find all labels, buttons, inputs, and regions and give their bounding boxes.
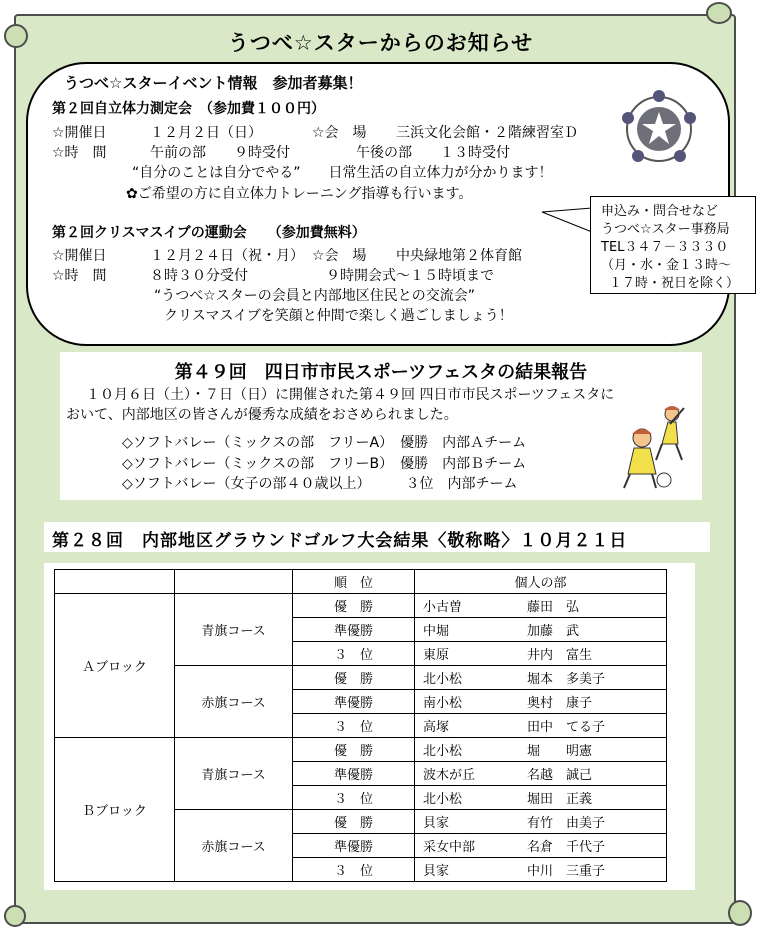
header-course-cell <box>175 570 293 594</box>
golf-results-table <box>54 569 667 882</box>
scroll-curl-bottom-left <box>4 905 26 927</box>
person-name: 藤田 弘 <box>527 600 580 615</box>
event1-time-label: ☆時 間 <box>52 145 107 161</box>
rank-cell: ３ 位 <box>293 714 415 738</box>
event2-time-label: ☆時 間 <box>52 268 107 284</box>
person-name: 井内 富生 <box>527 648 593 663</box>
page-title: うつべ☆スターからのお知らせ <box>227 31 534 55</box>
rank-cell: 準優勝 <box>293 690 415 714</box>
festa-result-3: ◇ソフトバレー（女子の部４０歳以上） ３位 内部チーム <box>122 476 518 492</box>
event1-note: ✿ご希望の方に自立体力トレーニング指導も行います。 <box>126 186 473 202</box>
team-name: 波木が丘 <box>423 768 476 783</box>
course-name-cell: 赤旗コース <box>175 810 293 882</box>
festa-body-1: １０月６日（土）・７日（日）に開催された第４９回 四日市市民スポーツフェスタに <box>86 387 615 403</box>
team-name: 高塚 <box>423 720 450 735</box>
person-cell <box>415 666 667 690</box>
contact-callout <box>590 196 756 294</box>
header-person: 個人の部 <box>415 570 667 594</box>
festa-body-2: おいて、内部地区の皆さんが優秀な成績をおさめられました。 <box>66 407 458 423</box>
event1-quote: “自分のことは自分でやる” 日常生活の自立体力が分かります！ <box>132 165 553 181</box>
person-name: 名倉 千代子 <box>527 840 606 855</box>
team-name: 東原 <box>423 648 450 663</box>
event1-venue: 三浜文化会館・２階練習室Ｄ <box>396 125 578 141</box>
scroll-curl-bottom-right <box>728 900 752 926</box>
team-name: 貝家 <box>423 816 450 831</box>
golf-heading-box <box>44 522 710 552</box>
block-name-cell: Ｂブロック <box>55 738 175 882</box>
rank-cell: 優 勝 <box>293 810 415 834</box>
course-name-cell: 青旗コース <box>175 738 293 810</box>
event2-time1: ８時３０分受付 <box>150 268 248 284</box>
event1-venue-label: ☆会 場 <box>312 125 367 141</box>
rank-cell: 準優勝 <box>293 618 415 642</box>
person-cell <box>415 738 667 762</box>
festa-result-2: ◇ソフトバレー（ミックスの部 フリーB） 優勝 内部Ｂチーム <box>122 456 527 472</box>
scroll-curl-top-right <box>706 2 732 24</box>
contact-line-1: 申込み・問合せなど <box>601 204 719 219</box>
person-cell <box>415 642 667 666</box>
person-cell <box>415 594 667 618</box>
team-name: 小古曽 <box>423 600 463 615</box>
contact-line-2: うつべ☆スター事務局 <box>601 222 730 237</box>
rank-cell: 優 勝 <box>293 738 415 762</box>
rank-cell: ３ 位 <box>293 642 415 666</box>
event1-time-pm: 午後の部 １３時受付 <box>356 145 510 161</box>
person-name: 中川 三重子 <box>527 864 606 879</box>
person-cell <box>415 786 667 810</box>
person-cell <box>415 714 667 738</box>
event1-date: １２月２日（日） <box>150 125 262 141</box>
festa-panel <box>60 352 702 500</box>
event2-date-label: ☆開催日 <box>52 248 107 264</box>
header-rank: 順 位 <box>293 570 415 594</box>
festa-heading: 第４９回 四日市市民スポーツフェスタの結果報告 <box>174 362 588 383</box>
header-block-cell <box>55 570 175 594</box>
contact-line-4: （月・水・金１３時～ <box>601 258 732 273</box>
person-cell <box>415 834 667 858</box>
person-name: 田中 てる子 <box>527 720 606 735</box>
rank-cell: ３ 位 <box>293 858 415 882</box>
event1-date-label: ☆開催日 <box>52 125 107 141</box>
course-name-cell: 青旗コース <box>175 594 293 666</box>
rank-cell: 優 勝 <box>293 666 415 690</box>
course-name-cell: 赤旗コース <box>175 666 293 738</box>
golf-results-panel <box>44 563 695 890</box>
rank-cell: 優 勝 <box>293 594 415 618</box>
person-name: 有竹 由美子 <box>527 816 606 831</box>
festa-result-1: ◇ソフトバレー（ミックスの部 フリーA） 優勝 内部Ａチーム <box>122 435 527 451</box>
person-name: 堀田 正義 <box>527 792 593 807</box>
event1-time-am: 午前の部 ９時受付 <box>150 145 290 161</box>
person-name: 名越 誠己 <box>527 768 593 783</box>
callout-tail <box>540 206 594 236</box>
event-heading: うつべ☆スターイベント情報 参加者募集！ <box>64 74 363 92</box>
table-row <box>55 738 667 762</box>
club-logo-icon <box>618 88 700 170</box>
table-header-row <box>55 570 667 594</box>
rank-cell: 準優勝 <box>293 762 415 786</box>
contact-line-3: TEL３４７－３３３０ <box>601 240 729 255</box>
event2-venue: 中央緑地第２体育館 <box>396 248 522 264</box>
team-name: 北小松 <box>423 744 463 759</box>
rank-cell: 準優勝 <box>293 834 415 858</box>
event2-venue-label: ☆会 場 <box>312 248 367 264</box>
person-cell <box>415 858 667 882</box>
person-cell <box>415 810 667 834</box>
person-cell <box>415 690 667 714</box>
person-name: 堀 明憲 <box>527 744 593 759</box>
rank-cell: ３ 位 <box>293 786 415 810</box>
team-name: 中堀 <box>423 624 450 639</box>
volleyball-kids-illustration-icon <box>612 400 692 490</box>
person-name: 奥村 康子 <box>527 696 593 711</box>
event2-title: 第２回クリスマスイブの運動会 （参加費無料） <box>52 225 366 241</box>
person-cell <box>415 762 667 786</box>
team-name: 北小松 <box>423 672 463 687</box>
event2-time2: ９時開会式～１５時頃まで <box>326 268 494 284</box>
contact-line-5: １７時・祝日を除く） <box>609 276 740 291</box>
team-name: 貝家 <box>423 864 450 879</box>
team-name: 北小松 <box>423 792 463 807</box>
table-row <box>55 594 667 618</box>
team-name: 采女中部 <box>423 840 476 855</box>
team-name: 南小松 <box>423 696 463 711</box>
event2-quote: “うつべ☆スターの会員と内部地区住民との交流会” <box>154 288 476 304</box>
golf-heading: 第２８回 内部地区グラウンドゴルフ大会結果〈敬称略〉１０月２１日 <box>52 531 628 551</box>
event2-note: クリスマスイブを笑顔と仲間で楽しく過ごしましょう！ <box>164 308 513 324</box>
person-cell <box>415 618 667 642</box>
person-name: 加藤 武 <box>527 624 580 639</box>
block-name-cell: Ａブロック <box>55 594 175 738</box>
event1-title: 第２回自立体力測定会 （参加費１００円） <box>52 101 325 117</box>
person-name: 堀本 多美子 <box>527 672 606 687</box>
event2-date: １２月２４日（祝・月） <box>150 248 304 264</box>
